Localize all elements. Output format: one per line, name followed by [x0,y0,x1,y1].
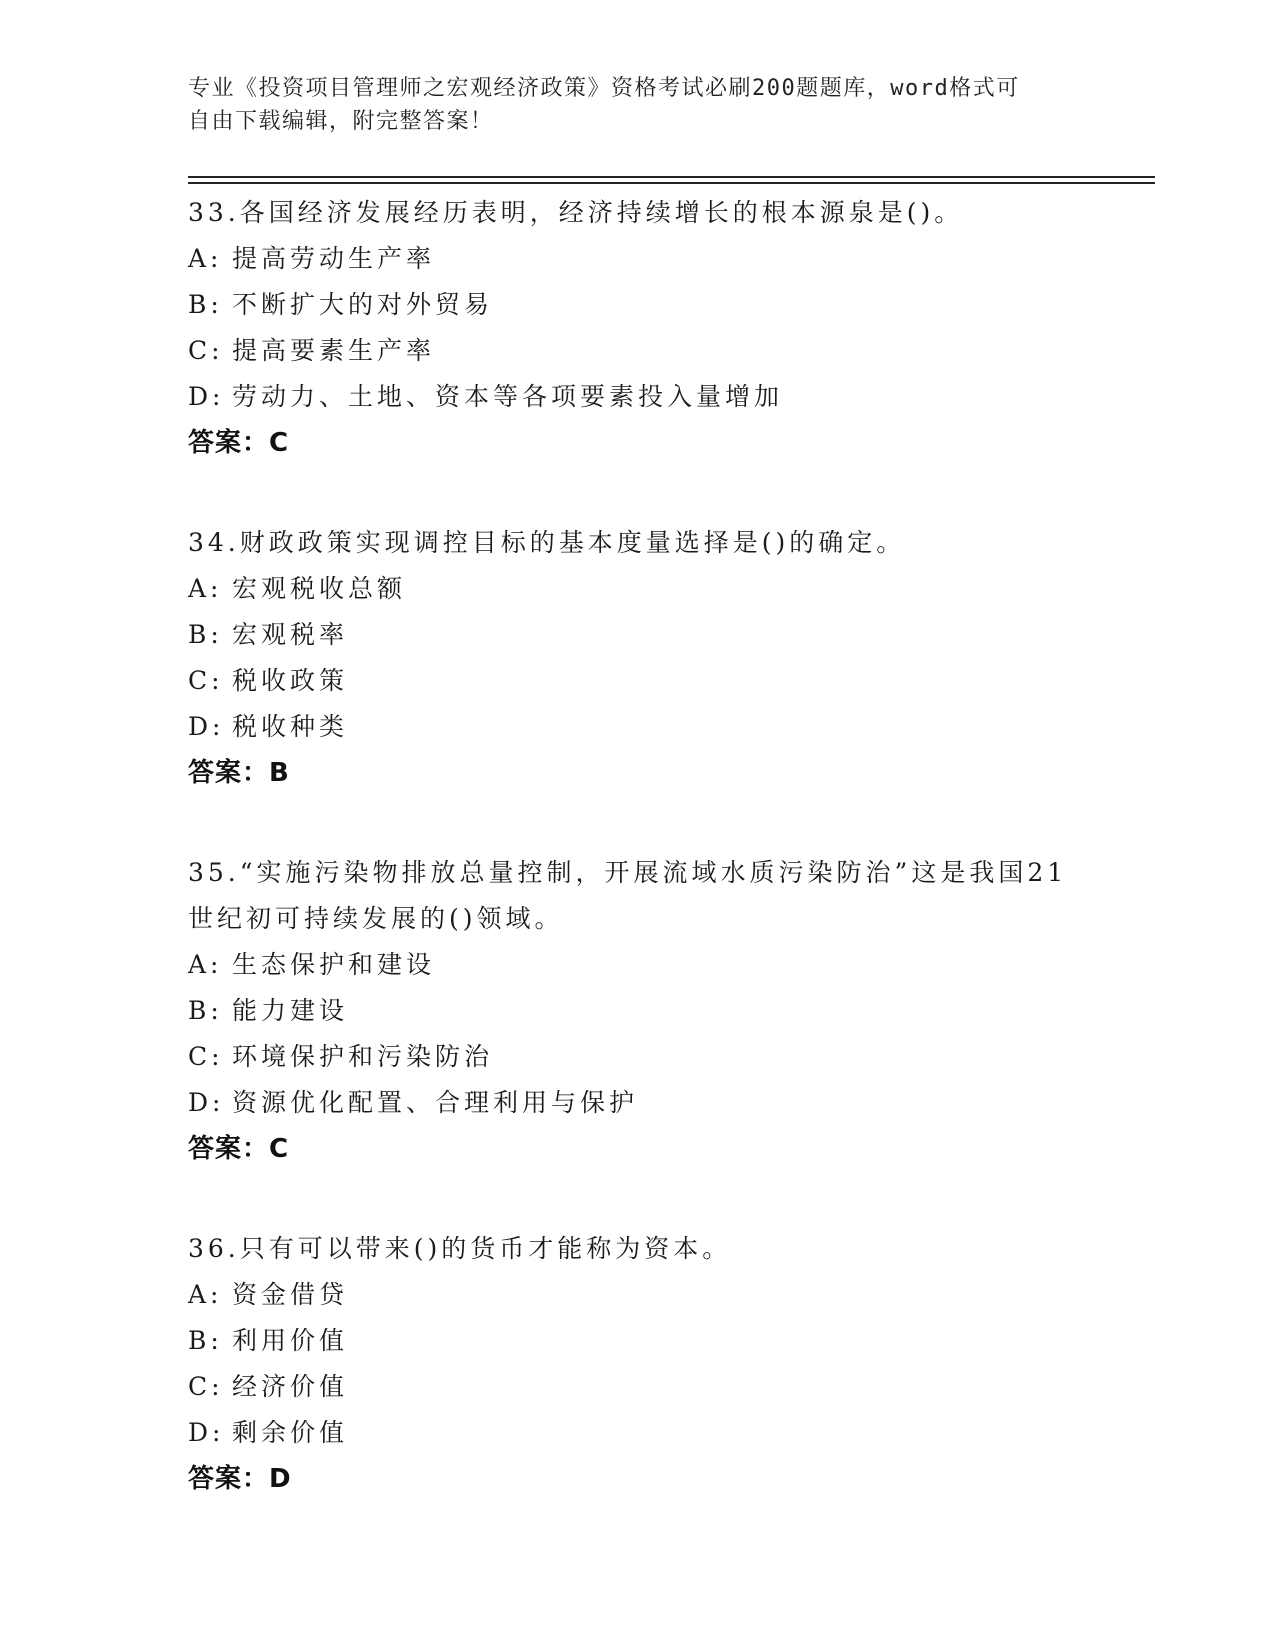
header-divider-top [188,176,1155,178]
question-item [188,1226,1138,1502]
option-b [188,988,1138,1034]
header-line-1: 专业《投资项目管理师之宏观经济政策》资格考试必刷200题题库，word格式可 [188,76,1020,101]
option-b [188,282,1138,328]
option-letter: B: [188,996,223,1025]
document-header [188,72,1088,138]
option-text: 剩余价值 [232,1418,349,1447]
option-a [188,942,1138,988]
option-letter: C: [188,666,224,695]
question-stem-line: 世纪初可持续发展的()领域。 [188,904,564,933]
option-text: 宏观税率 [232,620,349,649]
option-a [188,566,1138,612]
option-letter: A: [188,1280,223,1309]
option-letter: A: [188,950,223,979]
option-a [188,236,1138,282]
option-text: 税收种类 [232,712,349,741]
question-stem-line: 33.各国经济发展经历表明，经济持续增长的根本源泉是()。 [188,198,964,227]
option-d [188,1080,1138,1126]
option-letter: D: [188,382,225,411]
answer-line: 答案：B [188,758,290,788]
question-stem [188,1226,1138,1272]
header-divider-bottom [188,182,1155,184]
question-list [188,190,1138,1556]
question-item [188,520,1138,796]
option-a [188,1272,1138,1318]
option-text: 资金借贷 [232,1280,349,1309]
option-letter: B: [188,1326,223,1355]
option-d [188,1410,1138,1456]
answer-line: 答案：C [188,428,290,458]
question-stem-line: 35.“实施污染物排放总量控制，开展流域水质污染防治”这是我国21 [188,858,1068,887]
question-stem [188,850,1138,942]
option-text: 经济价值 [232,1372,349,1401]
option-letter: B: [188,620,223,649]
option-letter: A: [188,574,223,603]
option-c [188,1364,1138,1410]
option-letter: B: [188,290,223,319]
answer-line: 答案：C [188,1134,290,1164]
question-item [188,850,1138,1172]
question-stem [188,190,1138,236]
option-text: 环境保护和污染防治 [232,1042,494,1071]
option-text: 税收政策 [232,666,349,695]
question-stem-line: 34.财政政策实现调控目标的基本度量选择是()的确定。 [188,528,906,557]
question-stem-line: 36.只有可以带来()的货币才能称为资本。 [188,1234,732,1263]
answer-line: 答案：D [188,1464,292,1494]
option-text: 提高劳动生产率 [232,244,436,273]
option-text: 能力建设 [232,996,349,1025]
question-stem [188,520,1138,566]
option-c [188,328,1138,374]
option-b [188,1318,1138,1364]
option-c [188,658,1138,704]
option-text: 宏观税收总额 [232,574,407,603]
option-d [188,374,1138,420]
option-letter: C: [188,336,224,365]
header-line-2: 自由下载编辑，附完整答案！ [188,109,494,134]
option-d [188,704,1138,750]
question-item [188,190,1138,466]
option-text: 劳动力、土地、资本等各项要素投入量增加 [232,382,784,411]
option-letter: C: [188,1042,224,1071]
option-text: 不断扩大的对外贸易 [232,290,494,319]
option-letter: D: [188,1088,225,1117]
option-text: 生态保护和建设 [232,950,436,979]
option-c [188,1034,1138,1080]
option-text: 利用价值 [232,1326,349,1355]
option-letter: D: [188,712,225,741]
option-text: 资源优化配置、合理利用与保护 [232,1088,639,1117]
option-text: 提高要素生产率 [232,336,436,365]
option-b [188,612,1138,658]
option-letter: D: [188,1418,225,1447]
option-letter: A: [188,244,223,273]
option-letter: C: [188,1372,224,1401]
